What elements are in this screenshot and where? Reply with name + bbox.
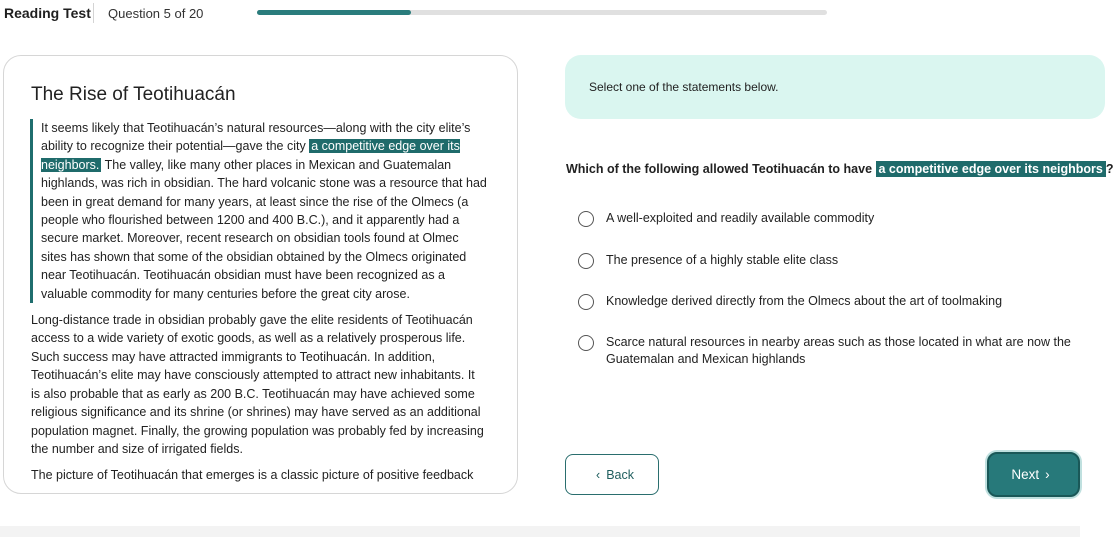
answer-option-label: The presence of a highly stable elite class	[606, 253, 839, 267]
passage-paragraph-1	[30, 119, 487, 303]
question-highlight: a competitive edge over its neighbors	[876, 161, 1106, 177]
passage-panel	[3, 55, 518, 494]
next-button[interactable]	[987, 452, 1080, 497]
instruction-text: Select one of the statements below.	[589, 80, 779, 94]
answer-option-c[interactable]	[578, 293, 1078, 310]
radio-button-a[interactable]	[578, 211, 594, 227]
progress-bar	[257, 10, 827, 15]
radio-button-d[interactable]	[578, 335, 594, 351]
footer-band	[0, 526, 1080, 537]
top-bar	[0, 0, 1080, 28]
answer-option-label: A well-exploited and readily available commodity	[606, 211, 875, 225]
app-title: Reading Test	[4, 5, 91, 21]
passage-paragraph-3: The picture of Teotihuacán that emerges is a classic picture of positive feedback	[31, 468, 474, 483]
instruction-banner	[565, 55, 1105, 119]
answer-option-a[interactable]	[578, 210, 1078, 227]
p1-text-before: It seems likely that Teotihuacán’s natural resources—along with the city elite’s ability to recognize their potential—gave the city	[41, 121, 471, 154]
passage-title: The Rise of Teotihuacán	[31, 84, 236, 105]
next-button-label: Next	[1011, 467, 1040, 482]
question-text-after: ?	[1105, 162, 1114, 176]
chevron-left-icon: ‹	[596, 467, 601, 482]
chevron-right-icon: ›	[1045, 467, 1050, 482]
radio-button-b[interactable]	[578, 253, 594, 269]
back-button[interactable]	[565, 454, 659, 495]
progress-fill	[257, 10, 411, 15]
question-prompt	[566, 162, 1114, 176]
radio-button-c[interactable]	[578, 294, 594, 310]
passage-body	[31, 119, 487, 493]
answer-option-b[interactable]	[578, 252, 1078, 269]
passage-highlight: a competitive edge over its neighbors.	[41, 139, 460, 172]
passage-paragraph-2: Long-distance trade in obsidian probably gave the elite residents of Teotihuacán access to a wide variety of exotic goods, as well as a relatively prosperous life. Such success may have attracted immigrants to Teotihuacán. In addition, Teotihuacán’s elite may have consciously attempted to attract new inhabitants. It is also probable that as early as 200 B.C. Teotihuacán may have achieved some religious significance and its shrine (or shrines) may have served as an additional population magnet. Finally, the growing population was probably fed by increasing the number and size of irrigated fields.	[31, 313, 484, 456]
answer-option-label: Knowledge derived directly from the Olmecs about the art of toolmaking	[606, 294, 1003, 308]
header-divider	[93, 3, 94, 23]
answer-option-label: Scarce natural resources in nearby areas such as those located in what are now the Guatemalan and Mexican highlands	[606, 335, 1071, 366]
question-text-before: Which of the following allowed Teotihuacán to have	[566, 162, 876, 176]
p1-text-after: The valley, like many other places in Mexican and Guatemalan highlands, was rich in obsidian. The hard volcanic stone was a resource that had been in great demand for many years, at least since the rise of the Olmecs (a people who flourished between 1200 and 400 B.C.), and it apparently had a secure market. Moreover, recent research on obsidian tools found at Olmec sites has shown that some of the obsidian obtained by the Olmecs originated near Teotihuacán. Teotihuacán obsidian must have been recognized as a valuable commodity for many centuries before the great city arose.	[41, 157, 487, 301]
question-counter: Question 5 of 20	[108, 6, 204, 21]
answer-option-d[interactable]	[578, 334, 1078, 368]
back-button-label: Back	[606, 467, 634, 482]
